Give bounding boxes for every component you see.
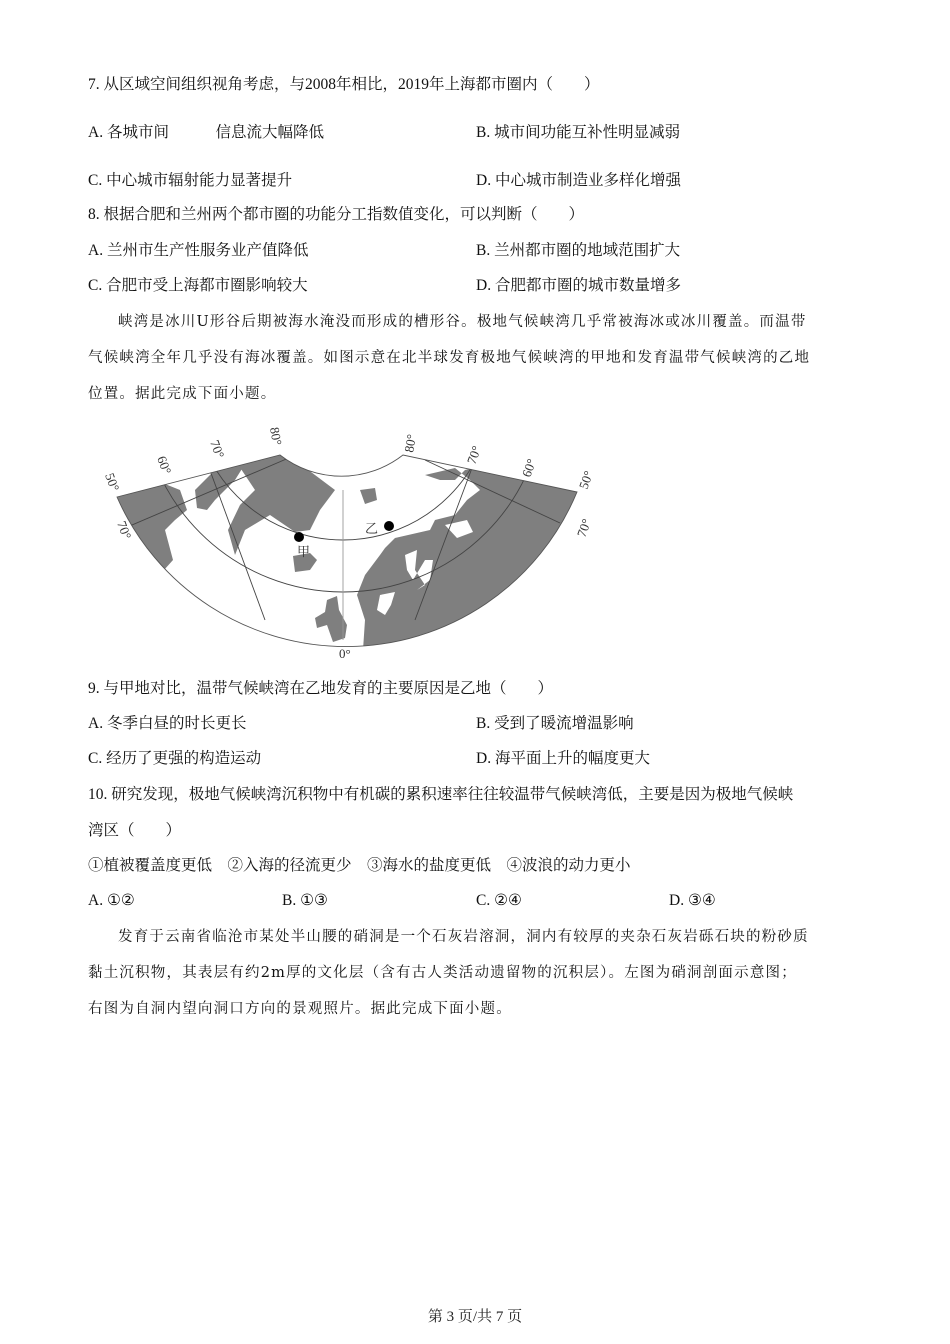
q7-option-b: B. 城市间功能互补性明显减弱 bbox=[476, 124, 681, 141]
yi-point-marker bbox=[384, 521, 394, 531]
land-eurasia bbox=[357, 460, 615, 665]
lat-label-70-left: 70° bbox=[207, 437, 228, 461]
lat-label-50-left: 50° bbox=[102, 470, 123, 494]
lat-label-80-left: 80° bbox=[267, 425, 285, 447]
passage-line: 发育于云南省临沧市某处半山腰的硝洞是一个石灰岩溶洞，洞内有较厚的夹杂石灰岩砾石块的粉砂质 bbox=[118, 929, 809, 945]
q9-stem: 9. 与甲地对比，温带气候峡湾在乙地发育的主要原因是乙地（ ） bbox=[88, 680, 554, 697]
q10-option-d: D. ③④ bbox=[669, 892, 716, 909]
q10-option-a: A. ①② bbox=[88, 892, 135, 909]
jia-label: 甲 bbox=[297, 544, 311, 559]
q8-option-c: C. 合肥市受上海都市圈影响较大 bbox=[88, 277, 308, 294]
q9-option-d: D. 海平面上升的幅度更大 bbox=[476, 750, 650, 767]
land-svalbard bbox=[360, 488, 377, 504]
passage-line: 气候峡湾全年几乎没有海冰覆盖。如图示意在北半球发育极地气候峡湾的甲地和发育温带气候峡湾的乙地 bbox=[88, 350, 811, 366]
passage-line: 右图为自洞内望向洞口方向的景观照片。据此完成下面小题。 bbox=[88, 1001, 512, 1017]
q8-option-b: B. 兰州都市圈的地域范围扩大 bbox=[476, 242, 681, 259]
lat-label-50-right: 50° bbox=[575, 468, 597, 492]
q10-items: ①植被覆盖度更低 ②入海的径流更少 ③海水的盐度更低 ④波浪的动力更小 bbox=[88, 857, 631, 874]
q10-option-b: B. ①③ bbox=[282, 892, 328, 909]
lat-label-60-right: 60° bbox=[518, 456, 540, 480]
land-britain bbox=[315, 596, 347, 642]
passage-line: 位置。据此完成下面小题。 bbox=[88, 386, 277, 402]
q7-option-c: C. 中心城市辐射能力显著提升 bbox=[88, 172, 293, 189]
land-baffin bbox=[195, 460, 245, 510]
q8-stem: 8. 根据合肥和兰州两个都市圈的功能分工指数值变化，可以判断（ ） bbox=[88, 206, 585, 223]
lat-label-60-left: 60° bbox=[154, 453, 175, 477]
fjord-location-map bbox=[95, 420, 615, 665]
q7-option-d: D. 中心城市制造业多样化增强 bbox=[476, 172, 681, 189]
q9-option-b: B. 受到了暖流增温影响 bbox=[476, 715, 634, 732]
q7-option-a: A. 各城市间 信息流大幅降低 bbox=[88, 124, 324, 141]
lat-label-70-right: 70° bbox=[463, 443, 485, 467]
jia-point-marker bbox=[294, 532, 304, 542]
meridian-label-0: 0° bbox=[339, 646, 351, 661]
passage-line: 峡湾是冰川U形谷后期被海水淹没而形成的槽形谷。极地气候峡湾几乎常被海冰或冰川覆盖。而温带 bbox=[118, 314, 807, 330]
q9-option-a: A. 冬季白昼的时长更长 bbox=[88, 715, 247, 732]
q10-option-c: C. ②④ bbox=[476, 892, 522, 909]
q8-option-a: A. 兰州市生产性服务业产值降低 bbox=[88, 242, 309, 259]
yi-label: 乙 bbox=[365, 521, 379, 536]
page-footer: 第 3 页/共 7 页 bbox=[427, 1309, 523, 1325]
passage-line: 黏土沉积物，其表层有约2m厚的文化层（含有古人类活动遗留物的沉积层）。左图为硝洞剖面示意图； bbox=[88, 965, 797, 981]
q10-stem: 10. 研究发现，极地气候峡湾沉积物中有机碳的累积速率往往较温带气候峡湾低，主要是因为极地气候峡 bbox=[88, 786, 794, 803]
lon-label-70-right: 70° bbox=[573, 516, 595, 540]
q9-option-c: C. 经历了更强的构造运动 bbox=[88, 750, 262, 767]
lat-label-80-right: 80° bbox=[401, 432, 420, 454]
lon-label-70-left: 70° bbox=[114, 518, 135, 542]
q7-stem: 7. 从区域空间组织视角考虑，与2008年相比，2019年上海都市圈内（ ） bbox=[88, 76, 600, 93]
q8-option-d: D. 合肥都市圈的城市数量增多 bbox=[476, 277, 681, 294]
q10-stem-cont: 湾区（ ） bbox=[88, 822, 182, 839]
